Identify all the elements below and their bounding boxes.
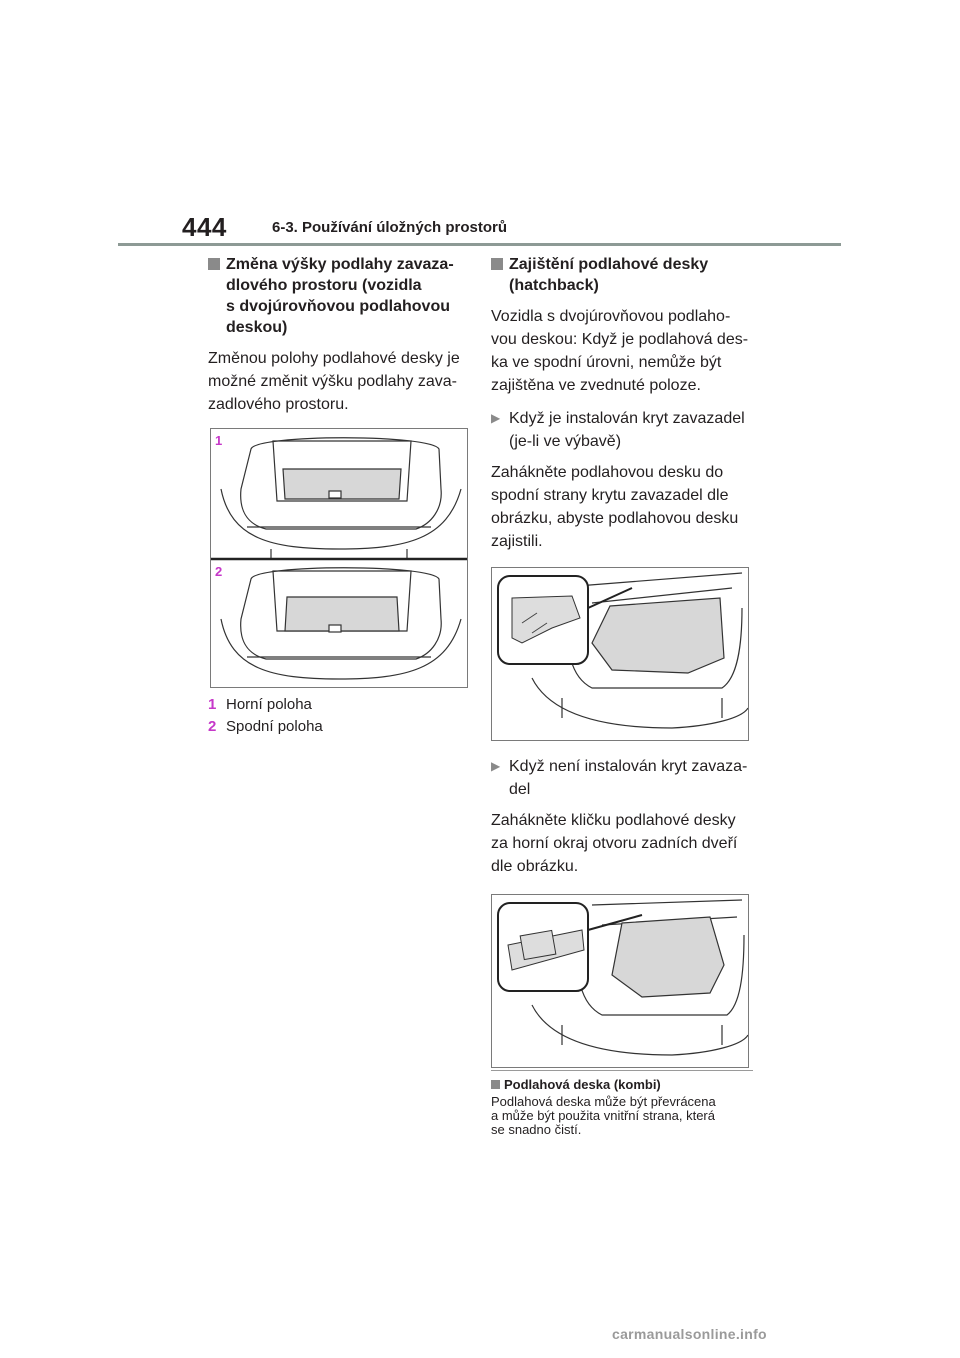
text-line: Změnou polohy podlahové desky je <box>208 350 460 367</box>
text-line: zadlového prostoru. <box>208 396 349 413</box>
note-heading <box>491 1077 753 1093</box>
heading-line: deskou) <box>226 319 288 336</box>
text-line: (je-li ve výbavě) <box>509 433 622 450</box>
car-illustration-lower <box>221 568 461 679</box>
note-divider <box>491 1070 753 1071</box>
floor-height-heading <box>208 254 470 338</box>
page-number: 444 <box>182 212 227 242</box>
text-line: zajištěna ve zvednuté poloze. <box>491 377 701 394</box>
square-bullet-icon <box>208 258 220 270</box>
floor-lock-heading <box>491 254 753 296</box>
figure-legend <box>208 694 470 738</box>
left-column <box>208 254 470 738</box>
text-line: del <box>509 781 531 798</box>
text-line: dle obrázku. <box>491 858 579 875</box>
text-line: vou deskou: Když je podlahová des- <box>491 331 749 348</box>
heading-line: Změna výšky podlahy zavaza- <box>226 256 454 273</box>
legend-text: Horní poloha <box>226 696 312 713</box>
cover-installed-figure <box>491 567 749 741</box>
text-line: Podlahová deska může být převrácena <box>491 1094 716 1109</box>
cover-installed-item <box>491 407 753 453</box>
header-divider <box>118 243 841 246</box>
text-line: obrázku, abyste podlahovou desku <box>491 510 739 527</box>
legend-item <box>208 716 470 738</box>
note-text <box>491 1095 753 1137</box>
text-line: za horní okraj otvoru zadních dveří <box>491 835 738 852</box>
heading-line: (hatchback) <box>509 277 599 294</box>
cover-not-installed-text <box>491 809 753 878</box>
text-line: Zahákněte podlahovou desku do <box>491 464 724 481</box>
text-line: spodní strany krytu zavazadel dle <box>491 487 729 504</box>
square-bullet-icon <box>491 1080 500 1089</box>
heading-line: Zajištění podlahové desky <box>509 256 709 273</box>
floor-height-text <box>208 347 470 416</box>
figure-label-2: 2 <box>215 564 223 579</box>
legend-number: 1 <box>208 696 217 713</box>
text-line: Když je instalován kryt zavazadel <box>509 410 745 427</box>
heading-line: s dvojúrovňovou podlahovou <box>226 298 450 315</box>
text-line: Když není instalován kryt zavaza- <box>509 758 748 775</box>
text-line: ka ve spodní úrovni, nemůže být <box>491 354 722 371</box>
right-column <box>491 254 753 1137</box>
cover-not-installed-figure <box>491 894 749 1068</box>
car-illustration-upper <box>221 438 461 559</box>
legend-text: Spodní poloha <box>226 718 323 735</box>
floor-lock-text <box>491 305 753 397</box>
triangle-bullet-icon: ▶ <box>491 759 501 773</box>
text-line: a může být použita vnitřní strana, která <box>491 1108 715 1123</box>
text-line: Vozidla s dvojúrovňovou podlaho- <box>491 308 731 325</box>
text-line: Zahákněte kličku podlahové desky <box>491 812 736 829</box>
cover-not-installed-item <box>491 755 753 801</box>
legend-item <box>208 694 470 716</box>
section-title: 6-3. Používání úložných prostorů <box>272 219 508 236</box>
note-heading-text: Podlahová deska (kombi) <box>504 1077 661 1092</box>
heading-line: dlového prostoru (vozidla <box>226 277 422 294</box>
text-line: zajistili. <box>491 533 543 550</box>
square-bullet-icon <box>491 258 503 270</box>
text-line: se snadno čistí. <box>491 1122 582 1137</box>
text-line: možné změnit výšku podlahy zava- <box>208 373 457 390</box>
watermark: carmanualsonline.info <box>612 1326 767 1342</box>
triangle-bullet-icon: ▶ <box>491 411 501 425</box>
figure-label-1: 1 <box>215 433 223 448</box>
floor-positions-figure <box>210 428 468 688</box>
legend-number: 2 <box>208 718 217 735</box>
cover-installed-text <box>491 461 753 553</box>
